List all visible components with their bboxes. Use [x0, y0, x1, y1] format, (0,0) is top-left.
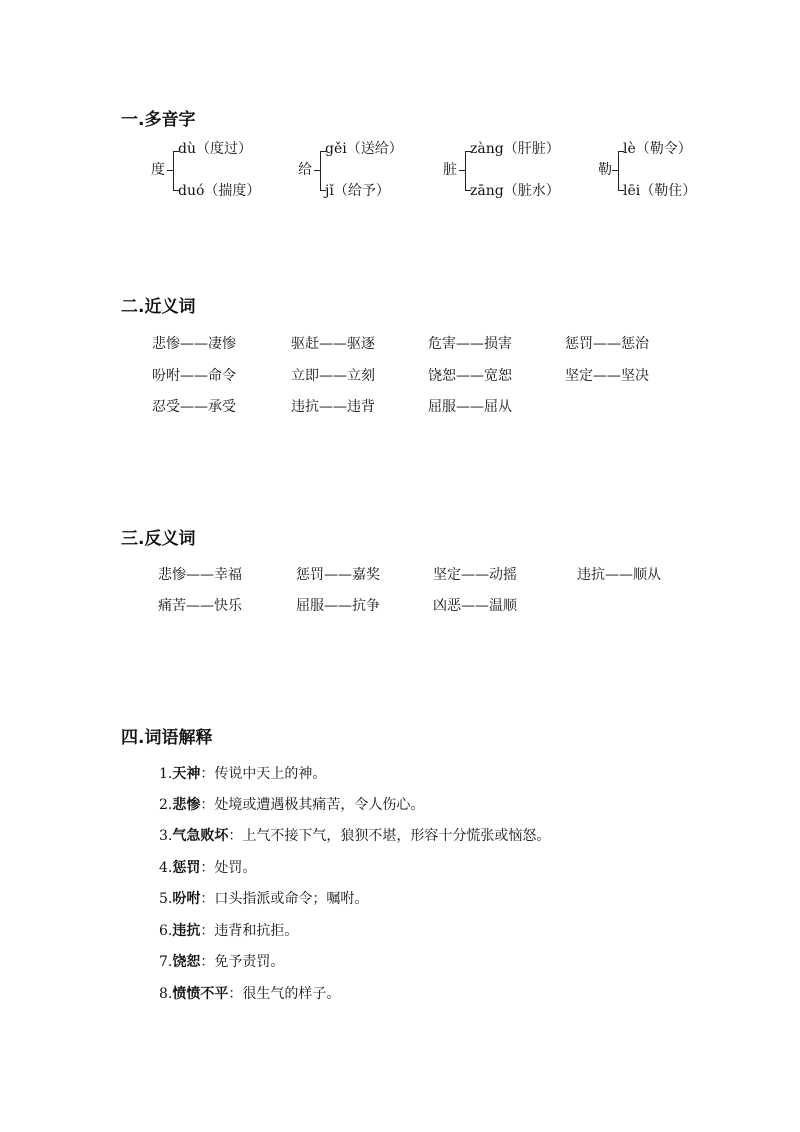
definition-number: 5.: [159, 891, 173, 907]
definition-item: [159, 764, 326, 784]
definition-term: 饶恕: [172, 954, 201, 970]
definition-number: 3.: [159, 828, 173, 844]
polyphonic-char: 脏: [443, 162, 457, 178]
definition-text: 免予责罚。: [214, 954, 285, 970]
synonym-pair: 违抗——违背: [291, 399, 375, 415]
definition-separator: ：: [228, 986, 243, 1002]
definition-term: 气急败坏: [172, 828, 229, 844]
definition-number: 4.: [159, 860, 173, 876]
reading-bottom: lēi（勒住）: [623, 183, 697, 199]
definition-number: 1.: [159, 766, 173, 782]
reading-top: lè（勒令）: [623, 141, 692, 157]
antonym-pair: 痛苦——快乐: [158, 598, 242, 614]
definition-item: [159, 952, 284, 972]
section-heading-synonyms: 二.近义词: [121, 297, 196, 317]
synonym-pair: 立即——立刻: [291, 368, 375, 384]
polyphonic-char: 给: [298, 162, 312, 178]
definition-separator: ：: [200, 891, 215, 907]
definition-item: [159, 858, 256, 878]
antonym-pair: 坚定——动摇: [433, 567, 517, 583]
section-heading-definitions: 四.词语解释: [121, 728, 213, 748]
definition-number: 8.: [159, 986, 173, 1002]
synonym-pair: 吩咐——命令: [152, 368, 236, 384]
polyphonic-char: 度: [151, 162, 165, 178]
polyphonic-char: 勒: [598, 162, 612, 178]
definition-item: [159, 984, 340, 1004]
definition-text: 口头指派或命令；嘱咐。: [214, 891, 369, 907]
synonym-pair: 危害——损害: [428, 336, 512, 352]
section-heading-polyphonic: 一.多音字: [121, 110, 196, 130]
reading-top: gěi（送给）: [325, 141, 403, 157]
definition-term: 吩咐: [172, 891, 201, 907]
definition-separator: ：: [200, 766, 215, 782]
section-heading-antonyms: 三.反义词: [121, 529, 196, 549]
synonym-pair: 驱赶——驱逐: [291, 336, 375, 352]
definition-text: 上气不接下气，狼狈不堪，形容十分慌张或恼怒。: [242, 828, 551, 844]
reading-bottom: zāng（脏水）: [470, 183, 560, 199]
synonym-pair: 忍受——承受: [152, 399, 236, 415]
synonym-pair: 惩罚——惩治: [565, 336, 649, 352]
definition-separator: ：: [228, 828, 243, 844]
reading-top: dù（度过）: [178, 141, 252, 157]
synonym-pair: 饶恕——宽恕: [428, 368, 512, 384]
definition-text: 传说中天上的神。: [214, 766, 327, 782]
definition-term: 悲惨: [172, 797, 201, 813]
definition-separator: ：: [200, 797, 215, 813]
synonym-pair: 坚定——坚决: [565, 368, 649, 384]
synonym-pair: 悲惨——凄惨: [152, 336, 236, 352]
definition-text: 处罚。: [214, 860, 257, 876]
definition-number: 7.: [159, 954, 173, 970]
definition-text: 违背和抗拒。: [214, 923, 299, 939]
antonym-pair: 惩罚——嘉奖: [296, 567, 380, 583]
definition-term: 惩罚: [172, 860, 201, 876]
antonym-pair: 凶恶——温顺: [433, 598, 517, 614]
definition-item: [159, 795, 424, 815]
definition-item: [159, 826, 550, 846]
antonym-pair: 屈服——抗争: [296, 598, 380, 614]
definition-item: [159, 889, 368, 909]
definition-separator: ：: [200, 954, 215, 970]
definition-number: 6.: [159, 923, 173, 939]
antonym-pair: 违抗——顺从: [577, 567, 661, 583]
synonym-pair: 屈服——屈从: [428, 399, 512, 415]
definition-separator: ：: [200, 860, 215, 876]
reading-bottom: duó（揣度）: [178, 183, 261, 199]
reading-bottom: jǐ（给予）: [325, 183, 390, 199]
definition-term: 违抗: [172, 923, 201, 939]
antonym-pair: 悲惨——幸福: [158, 567, 242, 583]
definition-item: [159, 921, 298, 941]
definition-text: 处境或遭遇极其痛苦，令人伤心。: [214, 797, 425, 813]
definition-term: 愤愤不平: [172, 986, 229, 1002]
definition-separator: ：: [200, 923, 215, 939]
definition-text: 很生气的样子。: [242, 986, 341, 1002]
definition-term: 天神: [172, 766, 201, 782]
definition-number: 2.: [159, 797, 173, 813]
reading-top: zàng（肝脏）: [470, 141, 560, 157]
